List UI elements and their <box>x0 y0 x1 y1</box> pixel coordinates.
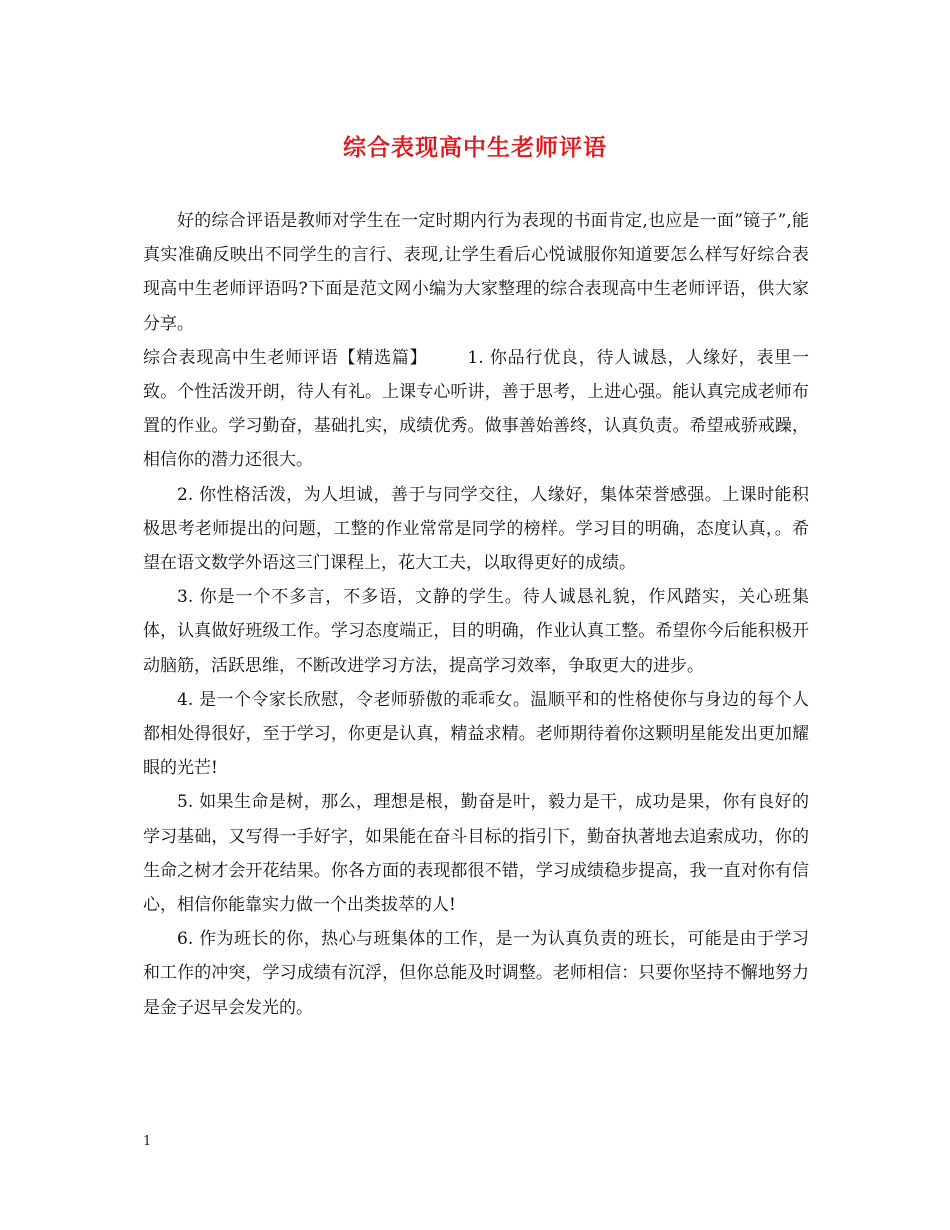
comment-item-6: 6. 作为班长的你，热心与班集体的工作，是一为认真负责的班长，可能是由于学习和工作的冲突，学习成绩有沉浮，但你总能及时调整。老师相信：只要你坚持不懈地努力是金子迟早会发光的。 <box>143 929 809 1018</box>
document-body <box>143 204 809 1025</box>
comment-item-4: 4. 是一个令家长欣慰，令老师骄傲的乖乖女。温顺平和的性格使你与身边的每个人都相处得很好，至于学习，你更是认真，精益求精。老师期待着你这颗明星能发出更加耀眼的光芒! <box>143 689 809 779</box>
intro-paragraph: 好的综合评语是教师对学生在一定时期内行为表现的书面肯定,也应是一面”镜子”,能真实准确反映出不同学生的言行、表现,让学生看后心悦诚服你知道要怎么样写好综合表现高中生老师评语吗?下面是范文网小编为大家整理的综合表现高中生老师评语，供大家分享。 <box>143 211 809 334</box>
page-number: 1 <box>143 1134 152 1149</box>
comment-item-1: 1. 你品行优良，待人诚恳，人缘好，表里一致。个性活泼开朗，待人有礼。上课专心听讲，善于思考，上进心强。能认真完成老师布置的作业。学习勤奋，基础扎实，成绩优秀。做事善始善终，认真负责。希望戒骄戒躁，相信你的潜力还很大。 <box>143 347 810 471</box>
section-paragraph <box>143 341 809 478</box>
comment-item-3: 3. 你是一个不多言，不多语，文静的学生。待人诚恳礼貌，作风踏实，关心班集体，认真做好班级工作。学习态度端正，目的明确，作业认真工整。希望你今后能积极开动脑筋，活跃思维，不断改进学习方法，提高学习效率，争取更大的进步。 <box>143 587 809 676</box>
section-heading: 综合表现高中生老师评语【精选篇】 <box>143 347 428 368</box>
comment-item-5: 5. 如果生命是树，那么，理想是根，勤奋是叶，毅力是干，成功是果，你有良好的学习基础，又写得一手好字，如果能在奋斗目标的指引下，勤奋执著地去追索成功，你的生命之树才会开花结果。你各方面的表现都很不错，学习成绩稳步提高，我一直对你有信心，相信你能靠实力做一个出类拔萃的人! <box>143 792 809 916</box>
comment-item-2: 2. 你性格活泼，为人坦诚，善于与同学交往，人缘好，集体荣誉感强。上课时能积极思考老师提出的问题，工整的作业常常是同学的榜样。学习目的明确，态度认真，。希望在语文数学外语这三门课程上，花大工夫，以取得更好的成绩。 <box>143 484 809 574</box>
document-title: 综合表现高中生老师评语 <box>343 135 607 161</box>
